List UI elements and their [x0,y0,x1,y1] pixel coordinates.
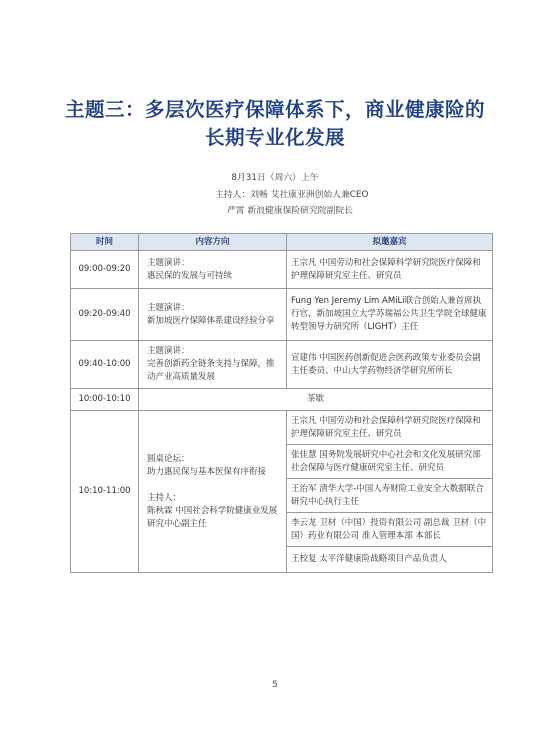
row-guest: Fung Yen Jeremy Lim AMiLi联合创始人兼首席执行官，新加坡国立大学苏瑞福公共卫生学院全球健康转型领导力研究所（LIGHT）主任 [287,289,493,341]
session-date: 8月31日（周六）上午 [231,173,319,183]
forum-time: 10:10-11:00 [71,411,139,573]
row-guest: 宣建伟 中国医药创新促进会医药政策专业委员会副主任委员、中山大学药物经济学研究所所长 [287,341,493,389]
row-time: 09:00-09:20 [71,251,139,289]
table-header-row [71,234,493,251]
table-row [71,411,493,445]
row-content [139,251,287,289]
content-label: 主题演讲： [147,302,190,313]
forum-guest: 李云龙 卫材（中国）投资有限公司 副总裁 卫材（中国）药业有限公司 准入管理本部 本部长 [287,513,493,547]
forum-guest: 王校复 太平洋健康险战略项目产品负责人 [287,547,493,573]
forum-topic: 助力惠民保与基本医保有序衔接 [147,466,267,477]
tea-break: 茶歇 [139,389,493,411]
forum-moderator-label: 主持人： [147,492,182,503]
title-line-2: 长期专业化发展 [204,126,345,149]
row-time: 09:40-10:00 [71,341,139,389]
row-content [139,289,287,341]
forum-moderator: 陈秋霖 中国社会科学院健康业发展研究中心副主任 [147,505,278,529]
content-label: 主题演讲： [147,257,190,268]
table-row [71,341,493,389]
header-content: 内容方向 [139,234,287,251]
row-content [139,341,287,389]
page-title [0,96,550,152]
header-time: 时间 [71,234,139,251]
host-line-1: 主持人：刘畅 艾社康亚洲创始人兼CEO [215,190,369,200]
forum-content [139,411,287,573]
row-guest: 王宗凡 中国劳动和社会保障科学研究院医疗保障和护理保障研究室主任、研究员 [287,251,493,289]
row-time: 10:00-10:10 [71,389,139,411]
header-guests: 拟邀嘉宾 [287,234,493,251]
row-time: 09:20-09:40 [71,289,139,341]
forum-label: 圆桌论坛： [147,453,190,464]
table-row [71,389,493,411]
forum-guest: 张佳慧 国务院发展研究中心社会和文化发展研究部社会保障与医疗健康研究室主任、研究员 [287,445,493,479]
forum-guest: 王治军 清华大学-中国人寿财险工业安全大数据联合研究中心执行主任 [287,479,493,513]
content-topic: 惠民保的发展与可持续 [147,270,233,281]
content-label: 主题演讲： [147,346,190,356]
forum-guest: 王宗凡 中国劳动和社会保障科学研究院医疗保障和护理保障研究室主任、研究员 [287,411,493,445]
content-topic: 新加坡医疗保障体系建设经验分享 [147,315,275,326]
table-row [71,289,493,341]
host-line-2: 严霄 新浪健康保险研究院副院长 [227,206,353,216]
content-topic: 完善创新药全链条支持与保障，推动产业高质量发展 [147,359,275,382]
page-number: 5 [272,680,278,690]
title-line-1: 主题三：多层次医疗保障体系下，商业健康险的 [64,98,485,121]
table-row [71,251,493,289]
agenda-table [70,233,493,573]
